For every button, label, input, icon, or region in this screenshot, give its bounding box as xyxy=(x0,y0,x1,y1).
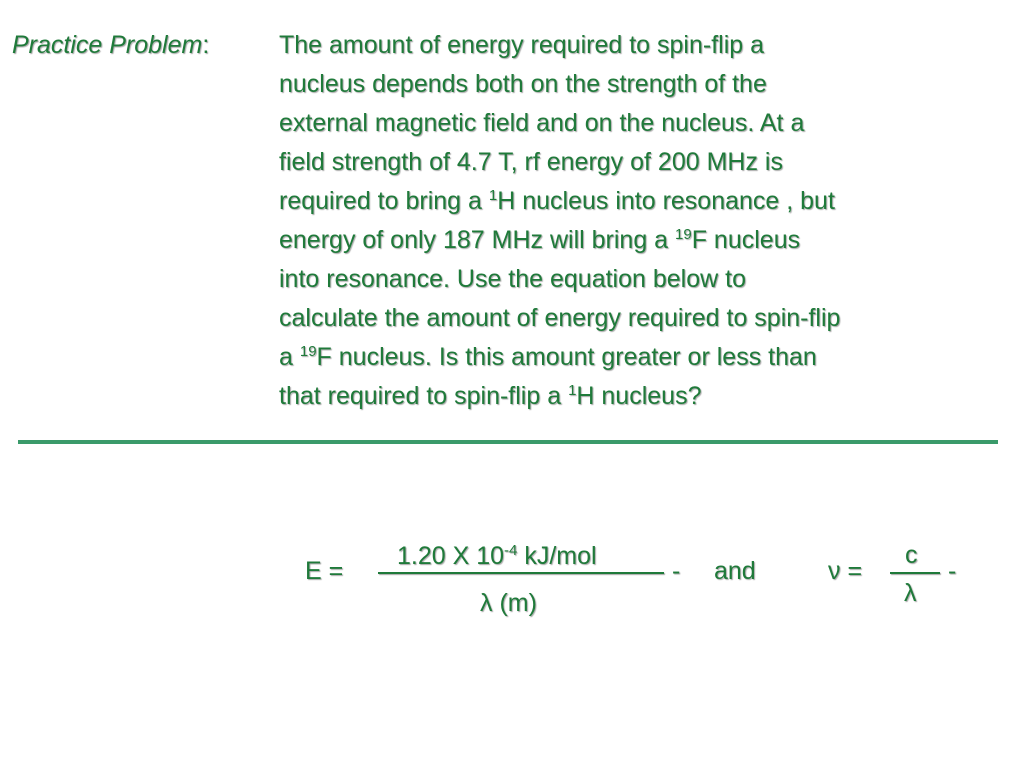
problem-label xyxy=(12,26,209,65)
line-10-text-b: H nucleus? xyxy=(576,382,702,410)
frequency-numerator: c xyxy=(905,541,918,569)
line-9-text-a: a xyxy=(279,343,300,371)
line-9-superscript: 19 xyxy=(299,343,317,360)
problem-line-2: nucleus depends both on the strength of the xyxy=(279,70,767,98)
frequency-fraction-bar xyxy=(890,572,940,574)
line-6-text-a: energy of only 187 MHz will bring a xyxy=(279,226,676,254)
problem-line-3: external magnetic field and on the nucleus. At a xyxy=(279,109,805,137)
section-divider xyxy=(18,440,998,444)
frequency-denominator: λ xyxy=(904,579,917,607)
energy-dash: - xyxy=(672,557,681,585)
frequency-lhs: ν = xyxy=(828,557,863,585)
line-10-superscript: 1 xyxy=(568,382,577,399)
problem-line-4: field strength of 4.7 T, rf energy of 200 MHz is xyxy=(279,148,783,176)
energy-numerator xyxy=(397,541,597,571)
problem-text xyxy=(279,26,1019,416)
line-10-text-a: that required to spin-flip a xyxy=(279,382,569,410)
problem-line-9 xyxy=(279,338,1019,377)
and-connector: and xyxy=(714,557,756,585)
problem-line-7: into resonance. Use the equation below to xyxy=(279,265,746,293)
line-9-text-b: F nucleus. Is this amount greater or less than xyxy=(316,343,817,371)
energy-lhs: E = xyxy=(305,557,344,585)
line-5-text-b: H nucleus into resonance , but xyxy=(497,187,835,215)
energy-numerator-b: kJ/mol xyxy=(517,542,597,570)
problem-line-6 xyxy=(279,221,1019,260)
energy-numerator-a: 1.20 X 10 xyxy=(397,542,505,570)
problem-line-10 xyxy=(279,377,1019,416)
problem-line-1: The amount of energy required to spin-flip a xyxy=(279,31,764,59)
problem-label-colon: : xyxy=(202,31,210,59)
energy-fraction-bar xyxy=(378,572,664,574)
frequency-dash: - xyxy=(948,557,957,585)
energy-numerator-exponent: -4 xyxy=(504,542,518,559)
line-5-superscript: 1 xyxy=(488,187,498,204)
line-5-text-a: required to bring a xyxy=(279,187,489,215)
energy-denominator: λ (m) xyxy=(480,589,537,617)
problem-line-8: calculate the amount of energy required to spin-flip xyxy=(279,304,841,332)
line-6-superscript: 19 xyxy=(675,226,692,243)
problem-line-5 xyxy=(279,182,1019,221)
problem-label-text: Practice Problem xyxy=(12,31,203,59)
line-6-text-b: F nucleus xyxy=(691,226,801,254)
